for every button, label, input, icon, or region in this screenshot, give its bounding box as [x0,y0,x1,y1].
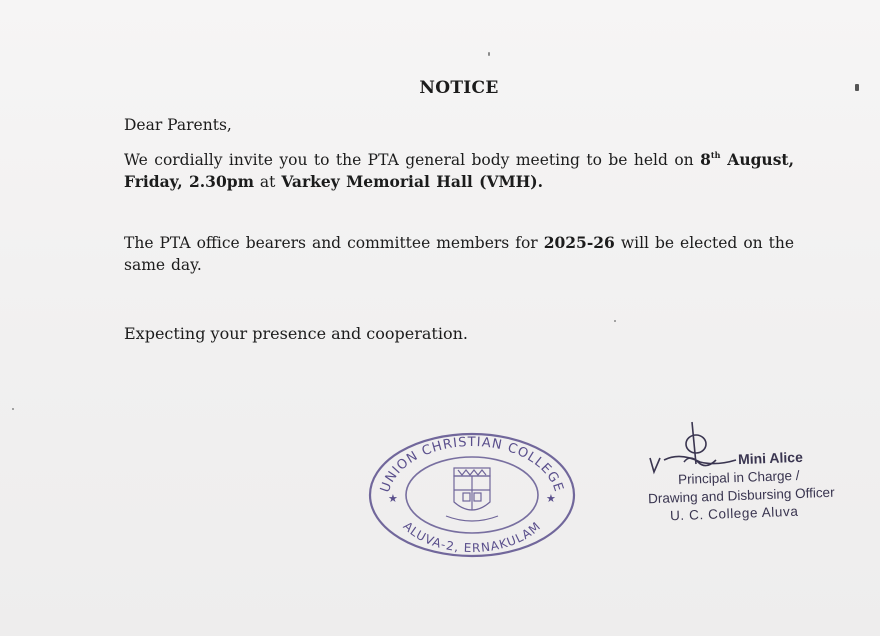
salutation: Dear Parents, [124,116,232,134]
meeting-venue: Varkey Memorial Hall (VMH). [281,172,544,191]
election-year: 2025-26 [543,233,615,252]
seal-star-left-icon: ★ [388,492,398,505]
seal-star-right-icon: ★ [546,492,556,505]
signatory-name: Mini Alice [737,448,804,468]
scan-speck [12,408,14,410]
signatory-designation: Principal in Charge / [677,467,800,488]
signatory-role: Drawing and Disbursing Officer [647,484,835,507]
seal-bottom-text: ALUVA-2, ERNAKULAM [400,518,544,556]
college-emblem-icon [446,468,498,521]
meeting-day-time: Friday, 2.30pm [124,172,254,191]
signatory-institution: U. C. College Aluva [669,503,799,524]
seal-top-text: UNION CHRISTIAN COLLEGE [377,434,567,495]
signature-block [640,412,860,532]
closing-line: Expecting your presence and cooperation. [124,324,468,343]
meeting-date-suffix: th [710,150,721,160]
venue-connector: at [253,173,282,191]
scan-speck [614,320,616,322]
scan-speck [488,52,490,56]
college-seal [366,430,578,560]
invitation-text: We cordially invite you to the PTA general body meeting to be held on [124,151,701,169]
notice-title: NOTICE [419,78,499,98]
election-paragraph [124,232,794,276]
invitation-paragraph [124,144,794,193]
meeting-date-number: 8 [700,150,711,169]
meeting-month: August, [720,150,794,169]
election-text: The PTA office bearers and committee members for [124,234,544,252]
scan-speck [855,84,859,91]
election-text-end: will be elected on the same day. [124,234,794,274]
